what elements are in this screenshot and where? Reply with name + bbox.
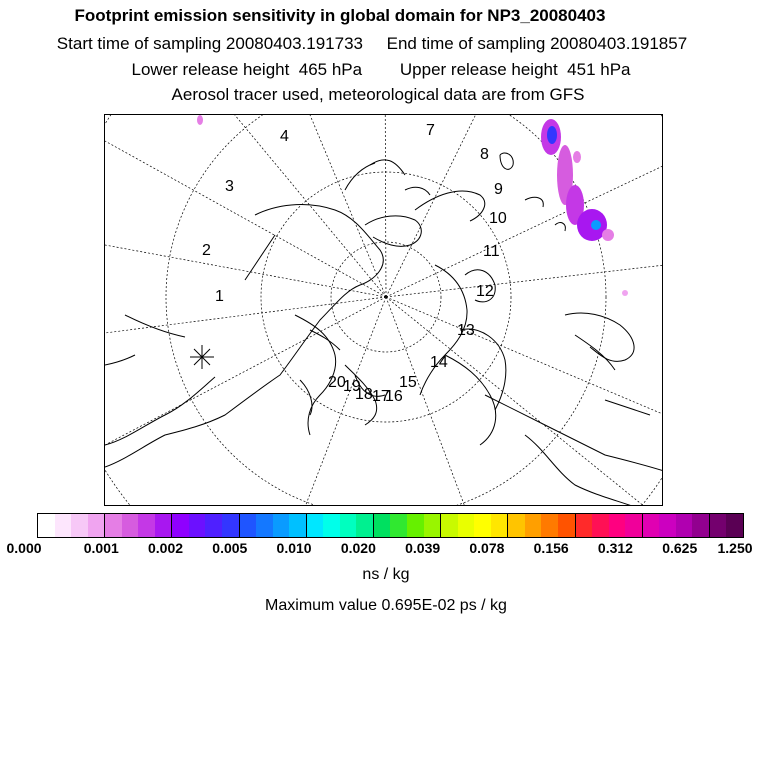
colorbar-segment — [441, 514, 458, 537]
colorbar-segment — [256, 514, 273, 537]
colorbar-segment — [576, 514, 593, 537]
trajectory-label-8: 8 — [480, 146, 489, 163]
colorbar-segment — [676, 514, 693, 537]
colorbar-tick-label: 0.312 — [597, 540, 633, 556]
colorbar-tick-label: 0.001 — [83, 540, 119, 556]
colorbar-segment — [474, 514, 491, 537]
colorbar-tick-label: 0.005 — [212, 540, 248, 556]
colorbar-segment — [122, 514, 139, 537]
trajectory-label-14: 14 — [430, 354, 448, 371]
colorbar-tick-label: 0.000 — [6, 540, 42, 556]
colorbar-segment — [374, 514, 391, 537]
colorbar-segment — [659, 514, 676, 537]
colorbar-segment — [592, 514, 609, 537]
colorbar-tick-label: 0.625 — [662, 540, 698, 556]
meridian — [105, 141, 386, 297]
colorbar-segment — [189, 514, 206, 537]
trajectory-label-3: 3 — [225, 178, 234, 195]
colorbar-segment — [55, 514, 72, 537]
trajectory-label-18: 18 — [355, 386, 373, 403]
colorbar-segment — [105, 514, 122, 537]
colorbar-segment — [88, 514, 106, 537]
colorbar — [37, 513, 744, 538]
trajectory-label-7: 7 — [426, 122, 435, 139]
trajectory-label-19: 19 — [343, 378, 361, 395]
trajectory-label-12: 12 — [476, 283, 494, 300]
colorbar-segment — [222, 514, 240, 537]
trajectory-labels — [202, 122, 507, 405]
map-title: Footprint emission sensitivity in global domain for NP3_20080403 — [74, 6, 606, 25]
colorbar-segment — [340, 514, 357, 537]
colorbar-tick-label: 0.156 — [533, 540, 569, 556]
trajectory-label-10: 10 — [489, 210, 507, 227]
graticule — [105, 115, 663, 506]
meridian — [386, 297, 645, 506]
trajectory-label-11: 11 — [483, 243, 500, 260]
colorbar-segment — [38, 514, 55, 537]
meridian — [105, 297, 386, 333]
colorbar-segment — [625, 514, 643, 537]
colorbar-segment — [710, 514, 727, 537]
meridian — [386, 297, 663, 415]
colorbar-segment — [609, 514, 626, 537]
colorbar-segment — [323, 514, 340, 537]
colorbar-tick-label: 1.250 — [717, 540, 753, 556]
trajectory-label-17: 17 — [372, 388, 390, 405]
trajectory-label-1: 1 — [215, 288, 224, 305]
colorbar-segment — [240, 514, 257, 537]
meridian — [386, 265, 663, 297]
tracer-info-line: Aerosol tracer used, meteorological data are from GFS — [171, 85, 585, 104]
colorbar-segment — [273, 514, 290, 537]
meridian — [385, 115, 386, 297]
meridian — [105, 245, 386, 297]
polar-map — [104, 114, 663, 506]
colorbar-segment — [390, 514, 407, 537]
colorbar-segment — [541, 514, 558, 537]
colorbar-units: ns / kg — [362, 566, 410, 583]
maximum-value-text: Maximum value 0.695E-02 ps / kg — [265, 597, 507, 614]
colorbar-tick-label: 0.002 — [148, 540, 184, 556]
colorbar-segment — [307, 514, 324, 537]
meridian — [105, 297, 386, 445]
colorbar-segment — [508, 514, 525, 537]
trajectory-label-20: 20 — [328, 374, 346, 391]
release-height-line: Lower release height 465 hPa Upper release height 451 hPa — [131, 60, 631, 79]
colorbar-tick-label: 0.010 — [276, 540, 312, 556]
trajectory-label-15: 15 — [399, 374, 417, 391]
trajectory-label-16: 16 — [385, 388, 403, 405]
colorbar-segment — [726, 514, 743, 537]
trajectory-label-4: 4 — [280, 128, 289, 145]
colorbar-segment — [356, 514, 374, 537]
emission-plume — [197, 115, 628, 296]
colorbar-segment — [458, 514, 475, 537]
colorbar-segment — [525, 514, 542, 537]
colorbar-segment — [172, 514, 189, 537]
meridian — [386, 165, 663, 297]
colorbar-segment — [289, 514, 307, 537]
colorbar-tick-label: 0.039 — [405, 540, 441, 556]
colorbar-segment — [138, 514, 155, 537]
colorbar-segment — [155, 514, 173, 537]
colorbar-segment — [643, 514, 660, 537]
colorbar-segment — [407, 514, 424, 537]
colorbar-segment — [692, 514, 710, 537]
trajectory-label-13: 13 — [457, 322, 475, 339]
colorbar-segment — [205, 514, 222, 537]
colorbar-tick-label: 0.020 — [340, 540, 376, 556]
meridian — [386, 115, 505, 297]
release-point-star — [190, 345, 214, 369]
colorbar-tick-label: 0.078 — [469, 540, 505, 556]
colorbar-segment — [491, 514, 509, 537]
sampling-time-line: Start time of sampling 20080403.191733 End time of sampling 20080403.191857 — [56, 34, 688, 53]
trajectory-label-2: 2 — [202, 242, 211, 259]
latitude-circle-50 — [105, 115, 663, 506]
meridian — [285, 115, 386, 297]
colorbar-segment — [71, 514, 88, 537]
colorbar-segment — [424, 514, 442, 537]
colorbar-segment — [558, 514, 576, 537]
latitude-circle-60 — [166, 115, 606, 506]
trajectory-label-9: 9 — [494, 181, 503, 198]
